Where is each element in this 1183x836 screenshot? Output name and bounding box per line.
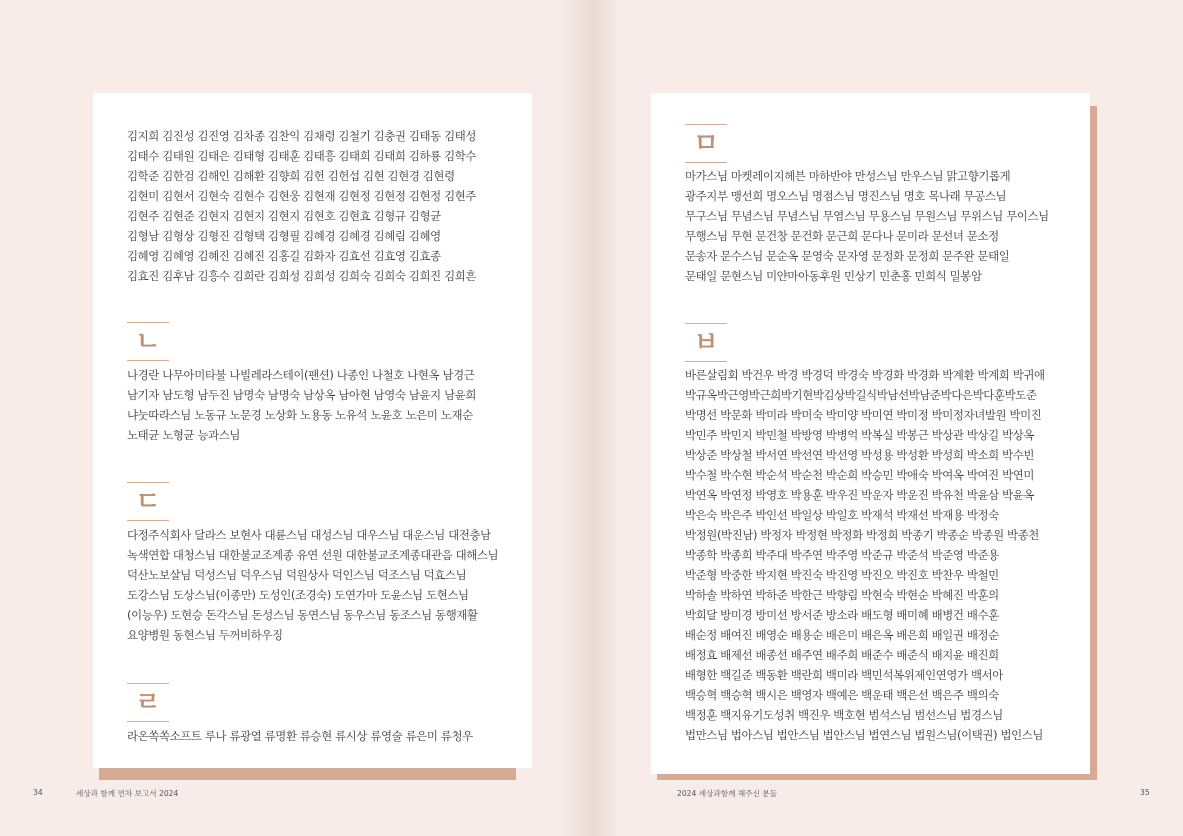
- donor-name-line: 냐눗따라스님 노동규 노문경 노상화 노용동 노유석 노윤호 노은미 노재순: [127, 408, 473, 422]
- section-rule-top: [685, 124, 727, 125]
- donor-name-line: 김효진 김후남 김흥수 김희란 김희성 김희성 김희숙 김희숙 김희진 김희흔: [127, 269, 477, 283]
- donor-name-line: 박명선 박문화 박미라 박미숙 박미양 박미연 박미정 박미정자녀발원 박미진: [685, 408, 1042, 422]
- donor-name-line: 문송자 문수스님 문순옥 문영숙 문자영 문정화 문정희 문주완 문태일: [685, 249, 1010, 263]
- donor-name-line: 백승혁 백승혁 백시은 백영자 백예은 백운태 백은선 백은주 백의숙: [685, 688, 999, 702]
- donor-name-line: 바른살림회 박건우 박경 박경덕 박경숙 박경화 박경화 박계환 박계희 박귀애: [685, 368, 1045, 382]
- section-initial-letter: ㄹ: [135, 688, 161, 718]
- donor-name-line: 김학준 김한검 김해인 김해환 김향희 김헌 김헌섭 김현 김현경 김현령: [127, 169, 455, 183]
- section-rule-top: [685, 323, 727, 324]
- section-rule-bottom: [127, 520, 169, 521]
- section-rule-top: [127, 683, 169, 684]
- donor-name-line: 무행스님 무현 문건창 문건화 문근희 문다나 문미라 문선녀 문소정: [685, 229, 999, 243]
- donor-name-line: 김태수 김태원 김태은 김태형 김태훈 김태흥 김태희 김태희 김하룡 김학수: [127, 149, 477, 163]
- section-initial-letter: ㅂ: [693, 328, 719, 358]
- donor-name-line: 법만스님 법아스님 법안스님 법안스님 법연스님 법원스님(이택권) 법인스님: [685, 728, 1044, 742]
- donor-name-line: 라온쏙쏙소프트 루나 류광열 류명환 류승현 류시상 류영술 류은미 류청우: [127, 729, 473, 743]
- donor-name-line: 박규옥박근영박근희박기현박김상박길식박남선박남준박다은박다훈박도준: [685, 388, 1037, 402]
- donor-name-line: (이능우) 도현승 돈각스님 돈성스님 동연스님 동우스님 동조스님 동행재활: [127, 608, 478, 622]
- section-initial-letter: ㄷ: [135, 487, 161, 517]
- donor-name-line: 무구스님 무념스님 무념스님 무염스님 무용스님 무원스님 무위스님 무이스님: [685, 209, 1049, 223]
- donor-name-line: 박종학 박종희 박주대 박주연 박주영 박준규 박준석 박준영 박준용: [685, 548, 999, 562]
- donor-name-line: 마가스님 마켓레이지헤븐 마하반야 만성스님 만우스님 맑고향기롭게: [685, 169, 1011, 183]
- donor-name-line: 광주지부 맹선희 명오스님 명점스님 명진스님 명호 목나래 무공스님: [685, 189, 1007, 203]
- donor-name-line: 배순정 배여진 배영순 배용순 배은미 배은옥 배은희 배일권 배정순: [685, 628, 999, 642]
- right-page: [651, 93, 1090, 774]
- donor-name-line: 녹색연합 대청스님 대한불교조계종 유연 선원 대한불교조계종대관음 대해스님: [127, 548, 499, 562]
- left-page: [93, 93, 532, 768]
- section-rule-bottom: [127, 721, 169, 722]
- donor-name-line: 박민주 박민지 박민철 박방영 박병억 박복실 박봉근 박상관 박상길 박상옥: [685, 428, 1035, 442]
- donor-name-line: 박하솔 박하연 박하준 박한근 박향림 박현숙 박현순 박혜진 박훈의: [685, 588, 999, 602]
- donor-name-line: 백정훈 백지유기도성취 백진우 백호현 범석스님 범선스님 법경스님: [685, 708, 1003, 722]
- donor-name-line: 배정효 배제선 배종선 배주연 배주희 배준수 배준식 배지윤 배진희: [685, 648, 999, 662]
- donor-name-line: 문태일 문현스님 미얀마아동후원 민상기 민춘홍 민희식 밀봉암: [685, 269, 982, 283]
- donor-name-line: 박연옥 박연정 박영호 박용훈 박우진 박운자 박운진 박유천 박윤삼 박윤옥: [685, 488, 1035, 502]
- donor-name-line: 남기자 남도형 남두진 남명숙 남명숙 남상옥 남아현 남영숙 남윤지 남윤희: [127, 388, 477, 402]
- donor-name-line: 박준형 박중한 박지현 박진숙 박진영 박진오 박진호 박찬우 박철민: [685, 568, 999, 582]
- donor-name-line: 노태균 노형균 능과스님: [127, 428, 241, 442]
- donor-name-line: 요양병원 동현스님 두꺼비하우징: [127, 628, 283, 642]
- section-rule-bottom: [127, 360, 169, 361]
- section-rule-bottom: [685, 162, 727, 163]
- donor-name-line: 박희달 방미경 방미선 방서준 방소라 배도형 배미혜 배병건 배수훈: [685, 608, 999, 622]
- left-page-number: 34: [33, 788, 43, 797]
- section-rule-top: [127, 322, 169, 323]
- donor-name-line: 도강스님 도상스님(이종만) 도성인(조경숙) 도연가마 도윤스님 도현스님: [127, 588, 469, 602]
- right-running-title: 2024 세상과함께 해주신 분들: [677, 789, 777, 798]
- donor-name-line: 덕산노보살님 덕성스님 덕우스님 덕원상사 덕인스님 덕조스님 덕효스님: [127, 568, 467, 582]
- donor-name-line: 박은숙 박은주 박인선 박일상 박일호 박재석 박재선 박재용 박정숙: [685, 508, 999, 522]
- donor-name-line: 나경란 나무아미타불 나빌레라스테이(팬션) 나종인 나철호 나현옥 남경근: [127, 368, 475, 382]
- section-initial-letter: ㅁ: [693, 129, 719, 159]
- donor-name-line: 김현주 김현준 김현지 김현지 김현지 김현호 김현효 김형규 김형균: [127, 209, 441, 223]
- donor-name-line: 박수철 박수현 박순석 박순천 박순희 박승민 박애숙 박여옥 박여진 박연미: [685, 468, 1035, 482]
- donor-name-line: 다정주식회사 달라스 보현사 대륜스님 대성스님 대우스님 대운스님 대전충남: [127, 528, 491, 542]
- donor-name-line: 김혜영 김혜영 김혜진 김혜진 김홍길 김화자 김효선 김효영 김효종: [127, 249, 441, 263]
- section-initial-letter: ㄴ: [135, 327, 161, 357]
- book-gutter: [560, 0, 620, 836]
- donor-name-line: 김지희 김진성 김진영 김차종 김찬익 김채령 김철기 김충권 김태동 김태성: [127, 129, 477, 143]
- donor-name-line: 김현미 김현서 김현숙 김현수 김현웅 김현재 김현정 김현정 김현정 김현주: [127, 189, 477, 203]
- donor-name-line: 배형한 백길준 백동환 백란희 백미라 백민석복위제인연영가 백서아: [685, 668, 1003, 682]
- left-running-title: 세상과 함께 연차 보고서 2024: [76, 789, 179, 798]
- section-rule-bottom: [685, 361, 727, 362]
- right-page-number: 35: [1140, 788, 1150, 797]
- donor-name-line: 김형남 김형상 김형진 김형택 김형필 김혜경 김혜경 김혜림 김혜영: [127, 229, 441, 243]
- section-rule-top: [127, 482, 169, 483]
- donor-name-line: 박상준 박상철 박서연 박선연 박선영 박성용 박성환 박성희 박소희 박수빈: [685, 448, 1035, 462]
- donor-name-line: 박정원(박진남) 박정자 박정현 박정화 박정희 박종기 박종순 박종원 박종천: [685, 528, 1039, 542]
